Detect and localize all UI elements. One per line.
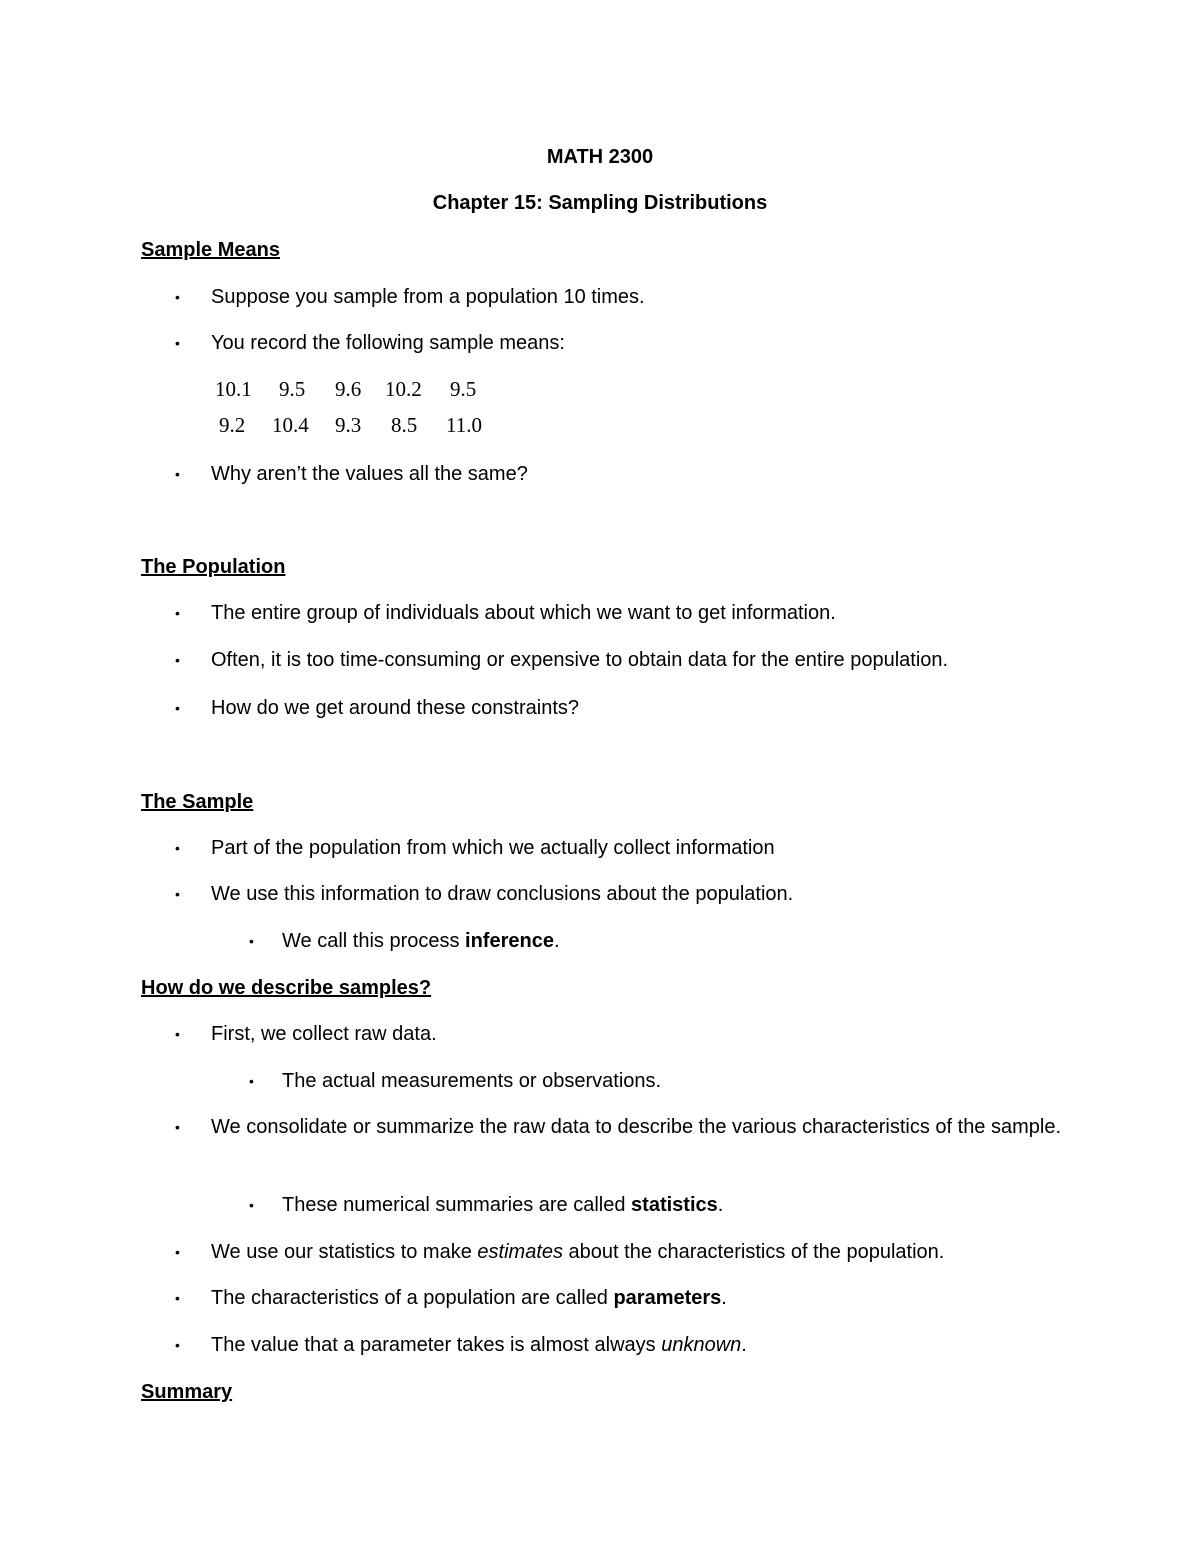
sample-mean-value: 10.4 — [272, 413, 309, 437]
sub-item-punct: . — [717, 1194, 724, 1216]
sample-mean-value: 10.1 — [215, 377, 252, 401]
list-item: How do we get around these constraints? — [211, 697, 579, 719]
sample-mean-value: 9.3 — [335, 413, 362, 437]
bullet-icon: • — [249, 1197, 254, 1213]
bullet-icon: • — [249, 1073, 254, 1089]
sample-mean-value: 9.6 — [335, 377, 362, 401]
item-text: about the characteristics of the population. — [563, 1241, 945, 1263]
section-heading-population: The Population — [141, 556, 286, 578]
sample-mean-value: 8.5 — [391, 413, 418, 437]
list-item: Suppose you sample from a population 10 times. — [211, 286, 645, 308]
bullet-icon: • — [175, 840, 180, 856]
bullet-icon: • — [175, 1290, 180, 1306]
list-item: Part of the population from which we actually collect information — [211, 837, 775, 859]
item-text: We use our statistics to make — [211, 1241, 478, 1263]
item-punct: . — [721, 1287, 727, 1309]
list-item — [211, 1286, 727, 1310]
list-item: You record the following sample means: — [211, 332, 565, 354]
list-item: Often, it is too time-consuming or expensive to obtain data for the entire population. — [211, 649, 949, 671]
list-item: First, we collect raw data. — [211, 1023, 437, 1045]
bullet-icon: • — [175, 1337, 180, 1353]
bullet-icon: • — [249, 933, 254, 949]
sample-mean-value: 11.0 — [446, 413, 482, 437]
sub-item-text: These numerical summaries are called — [282, 1194, 632, 1216]
bullet-icon: • — [175, 289, 180, 305]
sample-mean-value: 9.5 — [450, 377, 477, 401]
sample-mean-value: 10.2 — [385, 377, 422, 401]
sub-list-item — [282, 929, 560, 953]
item-text: The value that a parameter takes is almost always — [211, 1334, 662, 1356]
bullet-icon: • — [175, 1244, 180, 1260]
bullet-icon: • — [175, 886, 180, 902]
bullet-icon: • — [175, 652, 180, 668]
section-heading-sample-means: Sample Means — [141, 239, 280, 261]
bullet-icon: • — [175, 335, 180, 351]
course-title: MATH 2300 — [546, 146, 654, 168]
list-item: Why aren’t the values all the same? — [211, 463, 528, 485]
list-item: The entire group of individuals about which we want to get information. — [211, 602, 836, 624]
bullet-icon: • — [175, 1026, 180, 1042]
list-item — [211, 1240, 944, 1264]
sub-item-punct: . — [553, 930, 560, 952]
term-unknown: unknown — [661, 1334, 742, 1356]
bullet-icon: • — [175, 466, 180, 482]
section-heading-sample: The Sample — [141, 791, 254, 813]
chapter-title: Chapter 15: Sampling Distributions — [432, 192, 768, 214]
sub-list-item — [282, 1193, 723, 1217]
section-heading-summary: Summary — [141, 1381, 233, 1403]
item-punct: . — [741, 1334, 747, 1356]
section-heading-describe-samples: How do we describe samples? — [141, 977, 432, 999]
list-item: We use this information to draw conclusions about the population. — [211, 883, 794, 905]
bullet-icon: • — [175, 1119, 180, 1135]
term-parameters: parameters — [613, 1287, 722, 1309]
list-item: We consolidate or summarize the raw data to describe the various characteristics of the sample. — [211, 1116, 1062, 1138]
sub-list-item: The actual measurements or observations. — [282, 1070, 662, 1092]
sample-mean-value: 9.2 — [219, 413, 246, 437]
term-statistics: statistics — [631, 1194, 718, 1216]
term-inference: inference — [465, 930, 554, 952]
sample-mean-value: 9.5 — [279, 377, 306, 401]
list-item — [211, 1333, 747, 1357]
sub-item-text: We call this process — [282, 930, 466, 952]
term-estimates: estimates — [477, 1241, 563, 1263]
bullet-icon: • — [175, 605, 180, 621]
bullet-icon: • — [175, 700, 180, 716]
item-text: The characteristics of a population are called — [211, 1287, 614, 1309]
